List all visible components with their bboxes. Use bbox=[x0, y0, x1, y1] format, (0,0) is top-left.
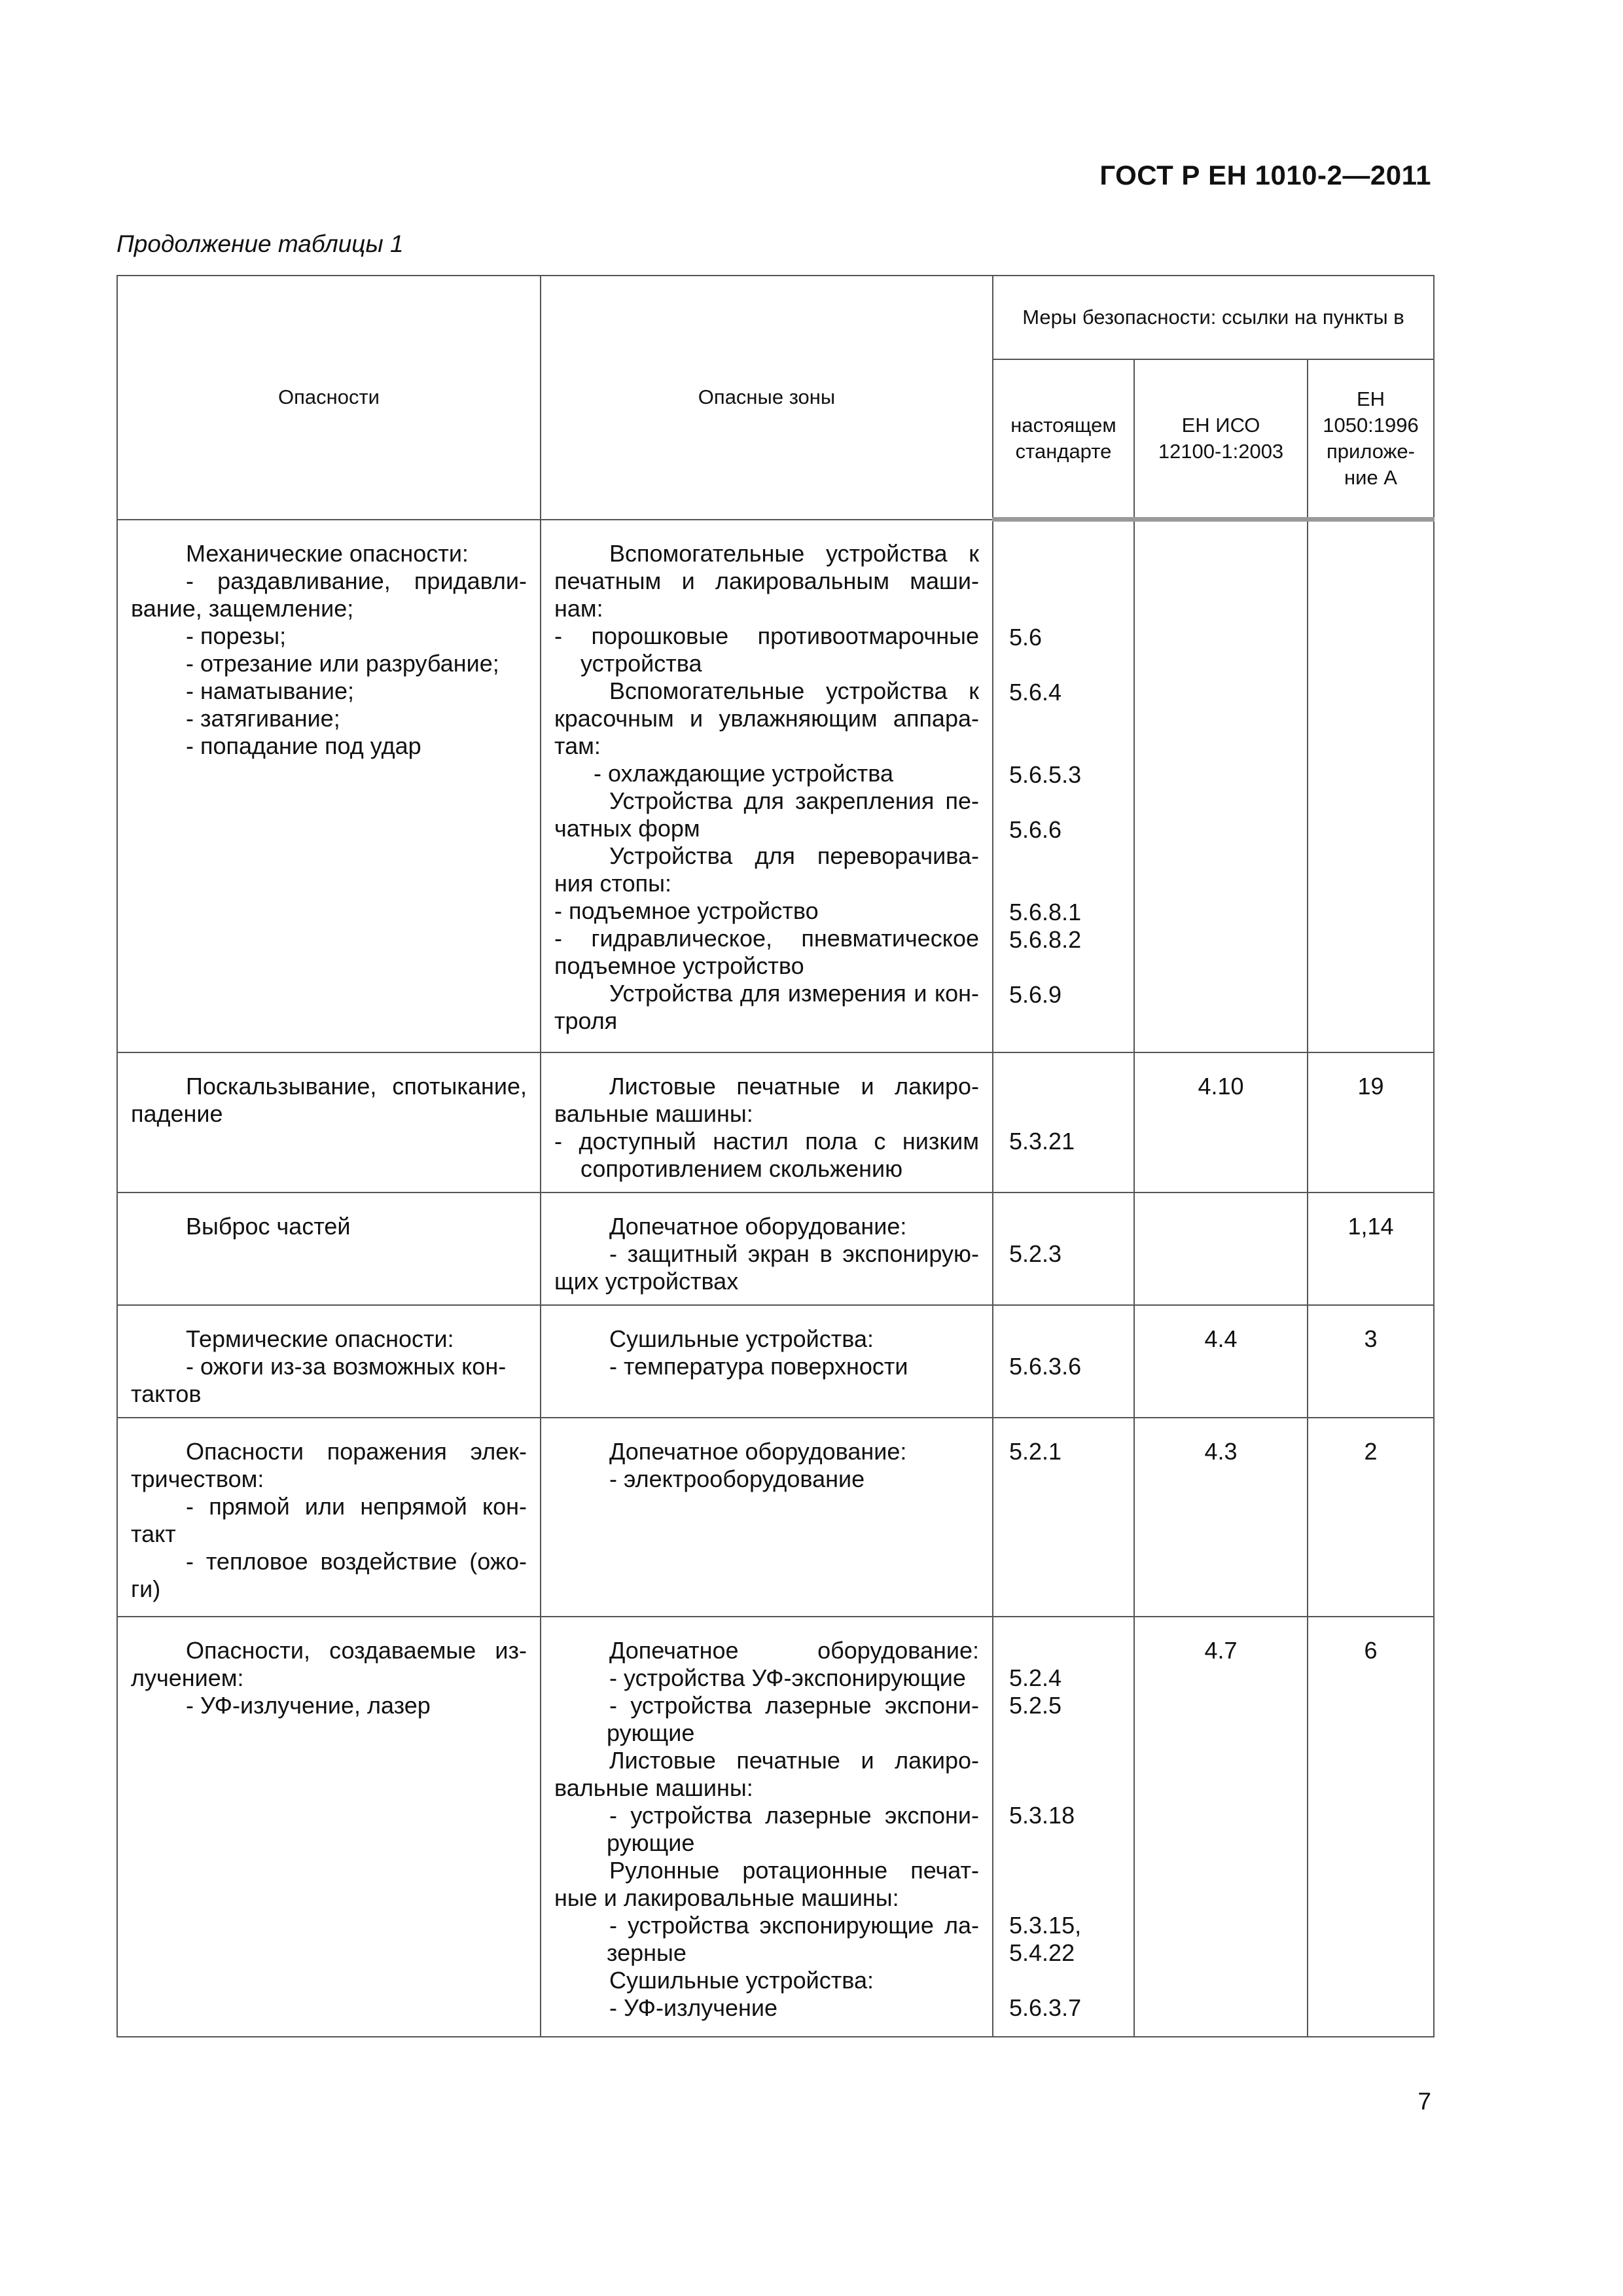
hazard-line: - попадание под удар bbox=[186, 732, 421, 759]
ref-line: 5.6.4 bbox=[1009, 679, 1062, 706]
hazard-line: - прямой или непрямой кон- bbox=[186, 1493, 527, 1520]
zones-line: сопротивлением скольжению bbox=[580, 1155, 903, 1182]
ref-line bbox=[1009, 789, 1120, 816]
ref-line bbox=[1009, 734, 1120, 761]
ref-line bbox=[1009, 541, 1120, 569]
ref-line: 5.6.3.7 bbox=[1009, 1994, 1082, 2021]
ref-line bbox=[1009, 1774, 1120, 1802]
ref-line bbox=[1009, 651, 1120, 679]
hazard-line: - отрезание или разрубание; bbox=[186, 649, 499, 677]
ref-line bbox=[1009, 1325, 1120, 1353]
zones-line: зерные bbox=[607, 1939, 687, 1966]
hazard-cell bbox=[117, 1617, 541, 2037]
zones-line bbox=[554, 1575, 979, 1603]
ref-line bbox=[1009, 1009, 1120, 1036]
header-en-1050 bbox=[1308, 359, 1434, 520]
ref-line: 4.7 bbox=[1204, 1637, 1238, 1664]
ref-line bbox=[1009, 569, 1120, 596]
hazard-cell bbox=[117, 1052, 541, 1193]
ref-line bbox=[1009, 1575, 1120, 1603]
hazard-line: - порезы; bbox=[186, 622, 287, 649]
hazard-line bbox=[131, 980, 527, 1007]
en-iso-cell bbox=[1134, 1305, 1308, 1418]
this-standard-cell bbox=[993, 1305, 1134, 1418]
zones-line: Вспомогательные устройства к bbox=[609, 677, 979, 704]
en-1050-cell bbox=[1308, 520, 1434, 1053]
header-line: стандарте bbox=[1015, 440, 1112, 463]
zones-line: Сушильные устройства: bbox=[609, 1325, 874, 1352]
ref-line bbox=[1009, 1747, 1120, 1774]
zones-line: Сушильные устройства: bbox=[609, 1967, 874, 1994]
ref-line: 5.2.5 bbox=[1009, 1692, 1062, 1719]
hazard-line bbox=[131, 1884, 527, 1912]
hazard-line: Поскальзывание, спотыкание, bbox=[186, 1073, 527, 1100]
hazard-line bbox=[131, 1240, 527, 1268]
en-iso-cell bbox=[1134, 1052, 1308, 1193]
ref-line: 5.6.8.1 bbox=[1009, 899, 1082, 925]
hazard-line bbox=[131, 870, 527, 897]
zones-line: щих устройствах bbox=[554, 1268, 739, 1295]
hazard-line bbox=[131, 1747, 527, 1774]
ref-line bbox=[1009, 871, 1120, 899]
ref-line: 4.3 bbox=[1204, 1438, 1238, 1465]
hazard-line bbox=[131, 1912, 527, 1939]
hazard-line: Выброс частей bbox=[186, 1213, 351, 1240]
ref-line: 5.3.18 bbox=[1009, 1802, 1075, 1829]
ref-line bbox=[1009, 1493, 1120, 1520]
zones-line bbox=[554, 1548, 979, 1575]
zones-line: Устройства для закрепления пе- bbox=[609, 787, 979, 814]
zones-line: - устройства экспонирующие ла- bbox=[609, 1912, 979, 1939]
page-number: 7 bbox=[1418, 2088, 1431, 2115]
zones-line: - УФ-излучение bbox=[609, 1994, 778, 2021]
document-code: ГОСТ Р ЕН 1010-2—2011 bbox=[1099, 160, 1431, 190]
hazard-line bbox=[131, 842, 527, 870]
header-dangerous-zones: Опасные зоны bbox=[541, 276, 993, 520]
ref-line bbox=[1009, 1100, 1120, 1128]
hazard-line: - тепловое воздействие (ожо- bbox=[186, 1548, 527, 1575]
table-row bbox=[117, 1052, 1434, 1193]
ref-line bbox=[1009, 1520, 1120, 1548]
en-1050-cell bbox=[1308, 1418, 1434, 1617]
hazard-cell bbox=[117, 520, 541, 1053]
zones-line: рующие bbox=[607, 1829, 695, 1856]
ref-line bbox=[1009, 706, 1120, 734]
en-iso-cell bbox=[1134, 1193, 1308, 1305]
zones-line bbox=[554, 1493, 979, 1520]
en-iso-cell bbox=[1134, 520, 1308, 1053]
this-standard-cell bbox=[993, 520, 1134, 1053]
hazard-line: - затягивание; bbox=[186, 704, 340, 732]
ref-line bbox=[1009, 1884, 1120, 1912]
hazard-line bbox=[131, 1268, 527, 1295]
zones-line: ния стопы: bbox=[554, 869, 671, 897]
en-1050-cell bbox=[1308, 1617, 1434, 2037]
ref-line bbox=[1009, 596, 1120, 624]
hazard-line bbox=[131, 1802, 527, 1829]
zones-line: троля bbox=[554, 1007, 618, 1034]
zones-line: Листовые печатные и лакиро- bbox=[609, 1747, 979, 1774]
hazard-line: - наматывание; bbox=[186, 677, 354, 704]
ref-line bbox=[1009, 1380, 1120, 1408]
ref-line: 5.2.4 bbox=[1009, 1664, 1062, 1691]
zones-cell bbox=[541, 1052, 993, 1193]
ref-line: 3 bbox=[1364, 1325, 1378, 1352]
hazard-line bbox=[131, 1774, 527, 1802]
hazard-line bbox=[131, 760, 527, 787]
en-1050-cell bbox=[1308, 1193, 1434, 1305]
en-iso-cell bbox=[1134, 1418, 1308, 1617]
ref-line: 5.3.21 bbox=[1009, 1128, 1075, 1155]
zones-line: - устройства лазерные экспони- bbox=[609, 1692, 979, 1719]
hazard-line: ги) bbox=[131, 1575, 161, 1602]
hazard-line bbox=[131, 1155, 527, 1183]
hazard-line bbox=[131, 1994, 527, 2022]
zones-cell bbox=[541, 1418, 993, 1617]
ref-line: 5.6.3.6 bbox=[1009, 1353, 1082, 1380]
ref-line: 6 bbox=[1364, 1637, 1378, 1664]
zones-line: - подъемное устройство bbox=[554, 897, 819, 924]
hazards-table bbox=[116, 275, 1435, 2037]
zones-line: Допечатное оборудование: bbox=[609, 1213, 907, 1240]
this-standard-cell bbox=[993, 1418, 1134, 1617]
zones-cell bbox=[541, 1617, 993, 2037]
hazard-cell bbox=[117, 1305, 541, 1418]
zones-line: Рулонные ротационные печат- bbox=[609, 1857, 979, 1884]
ref-line bbox=[1009, 1829, 1120, 1857]
ref-line: 1,14 bbox=[1347, 1213, 1394, 1240]
ref-line bbox=[1009, 1155, 1120, 1183]
this-standard-cell bbox=[993, 1617, 1134, 2037]
zones-line: ные и лакировальные машины: bbox=[554, 1884, 899, 1911]
header-line: ние А bbox=[1344, 466, 1397, 489]
ref-line: 19 bbox=[1357, 1073, 1384, 1100]
zones-line: - устройства лазерные экспони- bbox=[609, 1802, 979, 1829]
hazard-line: падение bbox=[131, 1100, 223, 1127]
ref-line: 4.4 bbox=[1204, 1325, 1238, 1352]
ref-line: 5.6.6 bbox=[1009, 816, 1062, 843]
header-line: ЕН bbox=[1356, 387, 1385, 410]
this-standard-cell bbox=[993, 1052, 1134, 1193]
ref-line: 5.6 bbox=[1009, 624, 1043, 651]
zones-line: - доступный настил пола с низким bbox=[554, 1128, 979, 1155]
ref-line: 5.2.3 bbox=[1009, 1240, 1062, 1267]
hazard-line: лучением: bbox=[131, 1664, 244, 1691]
ref-line: 4.10 bbox=[1198, 1073, 1244, 1100]
zones-line: Устройства для измерения и кон- bbox=[609, 979, 979, 1007]
table-row bbox=[117, 1193, 1434, 1305]
hazard-line: Опасности поражения элек- bbox=[186, 1438, 527, 1465]
ref-line bbox=[1009, 954, 1120, 981]
zones-line bbox=[554, 1520, 979, 1548]
hazard-line bbox=[131, 1719, 527, 1747]
zones-line: печатным и лакировальным маши- bbox=[554, 567, 979, 594]
zones-line: вальные машины: bbox=[554, 1774, 753, 1801]
header-this-standard bbox=[993, 359, 1134, 520]
table-row bbox=[117, 520, 1434, 1053]
ref-line: 5.6.9 bbox=[1009, 981, 1062, 1008]
zones-line: Вспомогательные устройства к bbox=[609, 539, 979, 567]
ref-line: 5.4.22 bbox=[1009, 1939, 1075, 1966]
hazard-line bbox=[131, 1967, 527, 1994]
zones-line: там: bbox=[554, 732, 601, 759]
hazard-line: вание, защемление; bbox=[131, 594, 354, 622]
en-iso-cell bbox=[1134, 1617, 1308, 2037]
zones-cell bbox=[541, 1305, 993, 1418]
zones-line: нам: bbox=[554, 594, 603, 622]
hazard-line: - УФ-излучение, лазер bbox=[186, 1692, 431, 1719]
ref-line bbox=[1009, 1465, 1120, 1493]
en-1050-cell bbox=[1308, 1305, 1434, 1418]
zones-line: чатных форм bbox=[554, 814, 700, 842]
zones-line: вальные машины: bbox=[554, 1100, 753, 1127]
ref-line: 5.6.8.2 bbox=[1009, 926, 1082, 953]
ref-line: 5.6.5.3 bbox=[1009, 761, 1082, 788]
header-line: 12100-1:2003 bbox=[1158, 440, 1284, 463]
hazard-line: Опасности, создаваемые из- bbox=[186, 1637, 527, 1664]
ref-line bbox=[1009, 1268, 1120, 1295]
hazard-line bbox=[131, 1939, 527, 1967]
header-en-iso-12100 bbox=[1134, 359, 1308, 520]
zones-line: - электрооборудование bbox=[609, 1465, 865, 1492]
hazard-line bbox=[131, 815, 527, 842]
header-hazards: Опасности bbox=[117, 276, 541, 520]
hazard-line: - ожоги из-за возможных кон- bbox=[186, 1353, 507, 1380]
ref-line: 2 bbox=[1364, 1438, 1378, 1465]
ref-line: 5.3.15, bbox=[1009, 1912, 1082, 1939]
hazard-line bbox=[131, 1128, 527, 1155]
ref-line: 5.2.1 bbox=[1009, 1438, 1062, 1465]
hazard-line bbox=[131, 1007, 527, 1035]
ref-line bbox=[1009, 1719, 1120, 1747]
ref-line bbox=[1009, 844, 1120, 871]
hazard-cell bbox=[117, 1418, 541, 1617]
ref-line bbox=[1009, 1213, 1120, 1240]
zones-cell bbox=[541, 1193, 993, 1305]
hazard-line: Термические опасности: bbox=[186, 1325, 454, 1352]
zones-cell bbox=[541, 520, 993, 1053]
zones-line: - устройства УФ-экспонирующие bbox=[609, 1664, 966, 1691]
ref-line bbox=[1009, 1548, 1120, 1575]
zones-line: - порошковые противоотмарочные bbox=[554, 622, 979, 649]
hazard-cell bbox=[117, 1193, 541, 1305]
hazard-line: - раздавливание, придавли- bbox=[186, 567, 527, 594]
zones-line: - температура поверхности bbox=[609, 1353, 908, 1380]
hazard-line bbox=[131, 1857, 527, 1884]
ref-line bbox=[1009, 1637, 1120, 1664]
this-standard-cell bbox=[993, 1193, 1134, 1305]
header-safety-measures: Меры безопасности: ссылки на пункты в bbox=[993, 276, 1434, 359]
hazard-line bbox=[131, 925, 527, 952]
header-line: приложе- bbox=[1327, 440, 1415, 463]
hazard-line bbox=[131, 1829, 527, 1857]
table-row bbox=[117, 1305, 1434, 1418]
en-1050-cell bbox=[1308, 1052, 1434, 1193]
zones-line: - гидравлическое, пневматическое bbox=[554, 924, 979, 952]
hazard-line bbox=[131, 897, 527, 925]
zones-line: Устройства для переворачива- bbox=[609, 842, 979, 869]
hazard-line: такт bbox=[131, 1520, 176, 1547]
header-line: 1050:1996 bbox=[1323, 414, 1419, 437]
zones-line bbox=[554, 1380, 979, 1408]
zones-line: устройства bbox=[580, 649, 702, 677]
table-caption: Продолжение таблицы 1 bbox=[116, 230, 404, 257]
hazard-line: тричеством: bbox=[131, 1465, 264, 1492]
zones-line: Листовые печатные и лакиро- bbox=[609, 1073, 979, 1100]
zones-line: рующие bbox=[607, 1719, 695, 1746]
zones-line: Допечатное оборудование: bbox=[609, 1438, 907, 1465]
zones-line: - охлаждающие устройства bbox=[594, 759, 893, 787]
header-line: ЕН ИСО bbox=[1181, 414, 1260, 437]
table-row bbox=[117, 1418, 1434, 1617]
hazard-line bbox=[131, 787, 527, 815]
header-line: настоящем bbox=[1010, 414, 1116, 437]
zones-line: - защитный экран в экспонирую- bbox=[609, 1240, 979, 1267]
hazard-line: тактов bbox=[131, 1380, 202, 1407]
zones-line: Допечатное оборудование: bbox=[609, 1637, 979, 1664]
table-row bbox=[117, 1617, 1434, 2037]
hazard-line: Механические опасности: bbox=[186, 539, 469, 567]
ref-line bbox=[1009, 1073, 1120, 1100]
ref-line bbox=[1009, 1967, 1120, 1994]
zones-line: подъемное устройство bbox=[554, 952, 804, 979]
zones-line: красочным и увлажняющим аппара- bbox=[554, 704, 979, 732]
ref-line bbox=[1009, 1857, 1120, 1884]
hazard-line bbox=[131, 952, 527, 980]
